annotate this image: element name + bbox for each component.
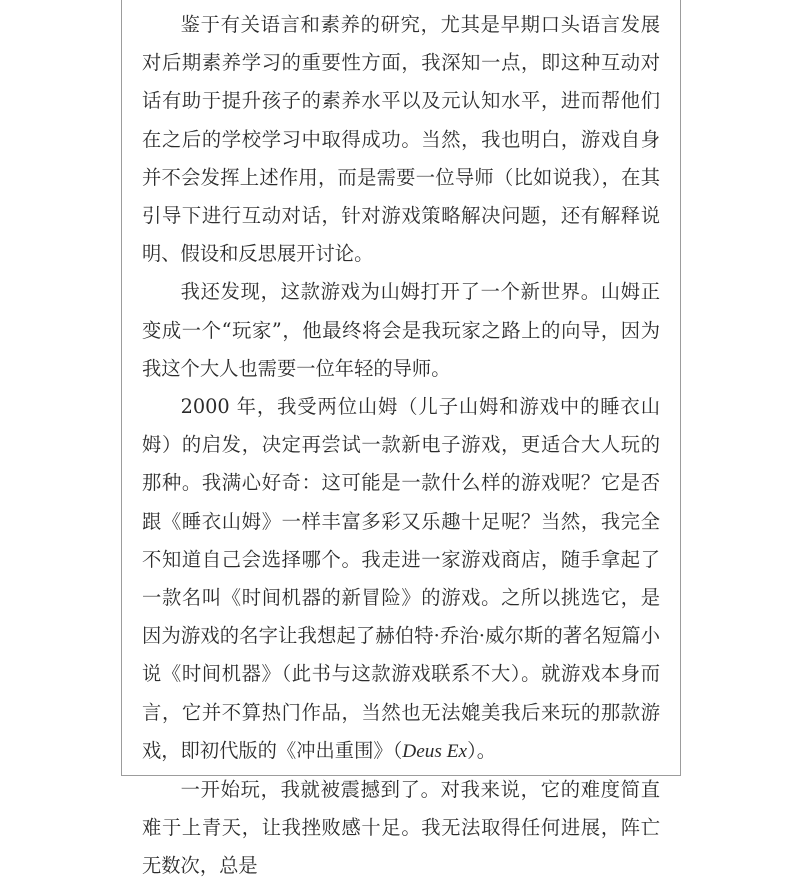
book-page [121,0,681,878]
paragraph-3 [142,388,660,771]
game-title-english: Deus Ex [402,740,468,762]
paragraph-2: 我还发现，这款游戏为山姆打开了一个新世界。山姆正变成一个“玩家”，他最终将会是我玩家之路上的向导，因为我这个大人也需要一位年轻的导师。 [142,280,660,380]
body-text [142,6,660,886]
paragraph-3-closing: ）。 [467,738,497,762]
paragraph-4: 一开始玩，我就被震撼到了。对我来说，它的难度简直难于上青天，让我挫败感十足。我无法取得任何进展，阵亡无数次，总是 [142,778,660,878]
paragraph-1: 鉴于有关语言和素养的研究，尤其是早期口头语言发展对后期素养学习的重要性方面，我深知一点，即这种互动对话有助于提升孩子的素养水平以及元认知水平，进而帮他们在之后的学校学习中取得成功。当然，我也明白，游戏自身并不会发挥上述作用，而是需要一位导师（比如说我），在其引导下进行互动对话，针对游戏策略解决问题，还有解释说明、假设和反思展开讨论。 [142,13,660,266]
paragraph-3-text: 2000 年，我受两位山姆（儿子山姆和游戏中的睡衣山姆）的启发，决定再尝试一款新电子游戏，更适合大人玩的那种。我满心好奇：这可能是一款什么样的游戏呢？它是否跟《睡衣山姆》一样丰富多彩又乐趣十足呢？当然，我完全不知道自己会选择哪个。我走进一家游戏商店，随手拿起了一款名叫《时间机器的新冒险》的游戏。之所以挑选它，是因为游戏的名字让我想起了赫伯特·乔治·威尔斯的著名短篇小说《时间机器》（此书与这款游戏联系不大）。就游戏本身而言，它并不算热门作品，当然也无法媲美我后来玩的那款游戏，即初代版的《冲出重围》（ [142,395,660,762]
